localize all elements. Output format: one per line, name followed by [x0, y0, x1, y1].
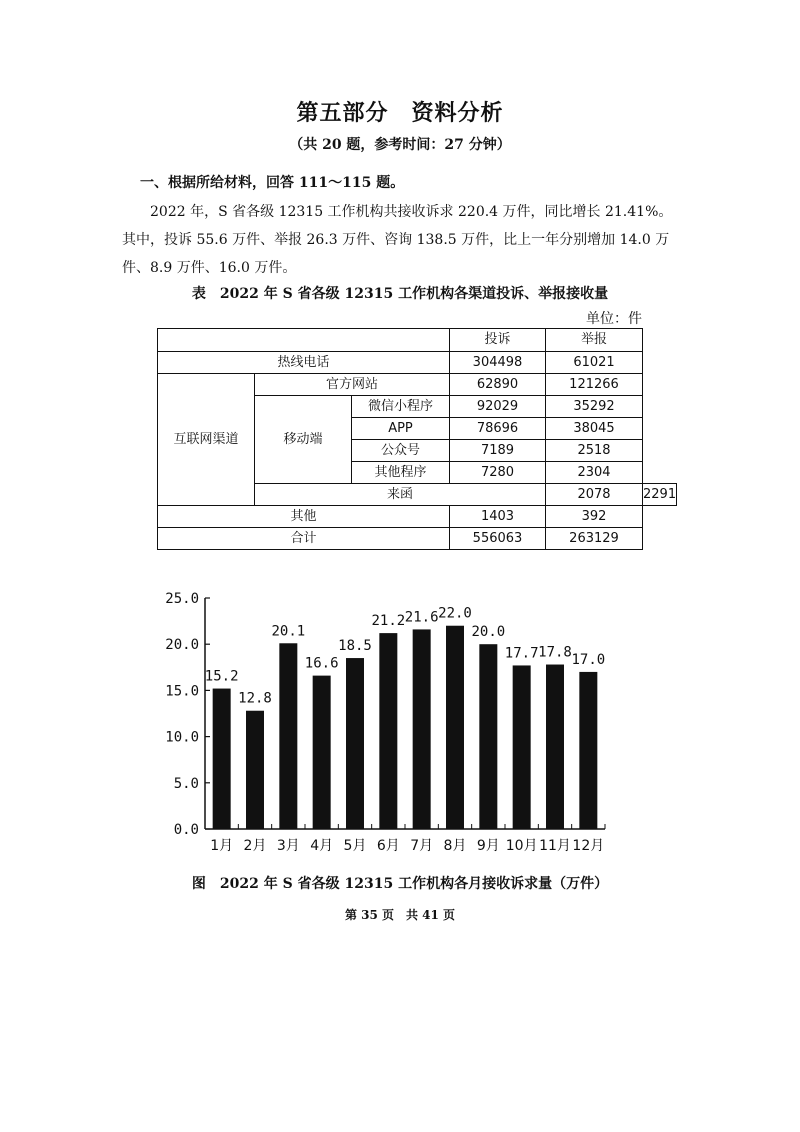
- cell-complaint: 1403: [450, 506, 546, 528]
- table-header-row: [158, 329, 677, 352]
- mobile-channel-label: 移动端: [255, 396, 352, 484]
- material-paragraph: [122, 198, 682, 282]
- y-tick-label: 10.0: [165, 729, 199, 746]
- cell-complaint: 2078: [546, 484, 643, 506]
- bar: [446, 626, 464, 829]
- x-tick-label: 10月: [505, 838, 538, 854]
- bar: [346, 658, 364, 829]
- x-tick-label: 5月: [343, 838, 367, 854]
- x-tick-label: 7月: [410, 838, 434, 854]
- col-header-complaint: 投诉: [450, 329, 546, 352]
- cell-complaint: 304498: [450, 352, 546, 374]
- cell-report: 2304: [546, 462, 643, 484]
- bar: [213, 689, 231, 829]
- y-tick-label: 15.0: [165, 683, 199, 700]
- page-subtitle: （共 20 题，参考时间：27 分钟）: [289, 137, 511, 153]
- col-header-report: 举报: [546, 329, 643, 352]
- row-label: 热线电话: [158, 352, 450, 374]
- bar: [479, 644, 497, 829]
- cell-report: 392: [546, 506, 643, 528]
- data-label: 15.2: [204, 668, 239, 685]
- table-total-row: [158, 528, 677, 550]
- bar: [546, 665, 564, 829]
- data-label: 17.8: [538, 644, 572, 661]
- row-label: 公众号: [352, 440, 450, 462]
- page-number: 第 35 页 共 41 页: [344, 908, 456, 922]
- cell-complaint: 92029: [450, 396, 546, 418]
- x-tick-label: 3月: [276, 838, 300, 854]
- bar: [279, 643, 297, 829]
- cell-report: 2518: [546, 440, 643, 462]
- x-tick-label: 4月: [310, 838, 334, 854]
- y-tick-label: 25.0: [165, 591, 199, 607]
- data-label: 22.0: [438, 605, 472, 622]
- row-label: 合计: [158, 528, 450, 550]
- y-tick-label: 5.0: [173, 775, 199, 792]
- data-label: 21.6: [404, 609, 439, 626]
- data-label: 18.5: [338, 638, 372, 655]
- x-tick-label: 12月: [572, 838, 605, 854]
- cell-report: 38045: [546, 418, 643, 440]
- table-corner: [158, 329, 450, 352]
- x-tick-label: 2月: [243, 838, 267, 854]
- cell-complaint: 7280: [450, 462, 546, 484]
- cell-report: 61021: [546, 352, 643, 374]
- paragraph-text: 2022 年，S 省各级 12315 工作机构共接收诉求 220.4 万件，同比增长 21.41%。其中，投诉 55.6 万件、举报 26.3 万件、咨询 138.5 万件，比上一年分别增加 14.0 万件、8.9 万件、16.0 万件。: [122, 204, 673, 276]
- monthly-bar-chart: [150, 585, 630, 865]
- data-label: 17.7: [504, 645, 539, 662]
- row-label: 其他: [158, 506, 450, 528]
- cell-complaint: 78696: [450, 418, 546, 440]
- cell-report: 35292: [546, 396, 643, 418]
- cell-report: 121266: [546, 374, 643, 396]
- table-caption: 表 2022 年 S 省各级 12315 工作机构各渠道投诉、举报接收量: [191, 286, 609, 302]
- page-title: 第五部分 资料分析: [296, 101, 504, 126]
- bar: [579, 672, 597, 829]
- table-unit: 单位：件: [586, 311, 642, 327]
- bar: [413, 629, 431, 829]
- y-tick-label: 0.0: [173, 822, 199, 838]
- channel-table: [157, 328, 677, 550]
- data-label: 21.2: [371, 613, 406, 630]
- chart-caption: 图 2022 年 S 省各级 12315 工作机构各月接收诉求量（万件）: [191, 876, 609, 892]
- row-label: 其他程序: [352, 462, 450, 484]
- x-tick-label: 11月: [539, 838, 571, 854]
- table-row: [158, 506, 677, 528]
- bar: [313, 676, 331, 829]
- x-tick-label: 6月: [376, 838, 400, 854]
- cell-complaint: 556063: [450, 528, 546, 550]
- row-label: 微信小程序: [352, 396, 450, 418]
- bar: [513, 665, 531, 829]
- internet-channel-label: 互联网渠道: [158, 374, 255, 506]
- row-label: 来函: [255, 484, 546, 506]
- x-tick-label: 1月: [210, 838, 234, 854]
- cell-report: 263129: [546, 528, 643, 550]
- x-tick-label: 9月: [476, 838, 500, 854]
- cell-report: 2291: [643, 484, 677, 506]
- data-label: 16.6: [304, 655, 339, 672]
- row-label: APP: [352, 418, 450, 440]
- data-label: 12.8: [238, 690, 272, 707]
- data-label: 20.1: [271, 623, 306, 640]
- y-tick-label: 20.0: [165, 637, 199, 654]
- table-row: [158, 352, 677, 374]
- table-row: [158, 374, 677, 396]
- section-instruction: 一、根据所给材料，回答 111～115 题。: [140, 175, 405, 191]
- x-tick-label: 8月: [443, 838, 467, 854]
- data-label: 20.0: [471, 624, 506, 641]
- data-label: 17.0: [571, 651, 606, 668]
- bar: [246, 711, 264, 829]
- bar: [379, 633, 397, 829]
- row-label: 官方网站: [255, 374, 450, 396]
- cell-complaint: 62890: [450, 374, 546, 396]
- cell-complaint: 7189: [450, 440, 546, 462]
